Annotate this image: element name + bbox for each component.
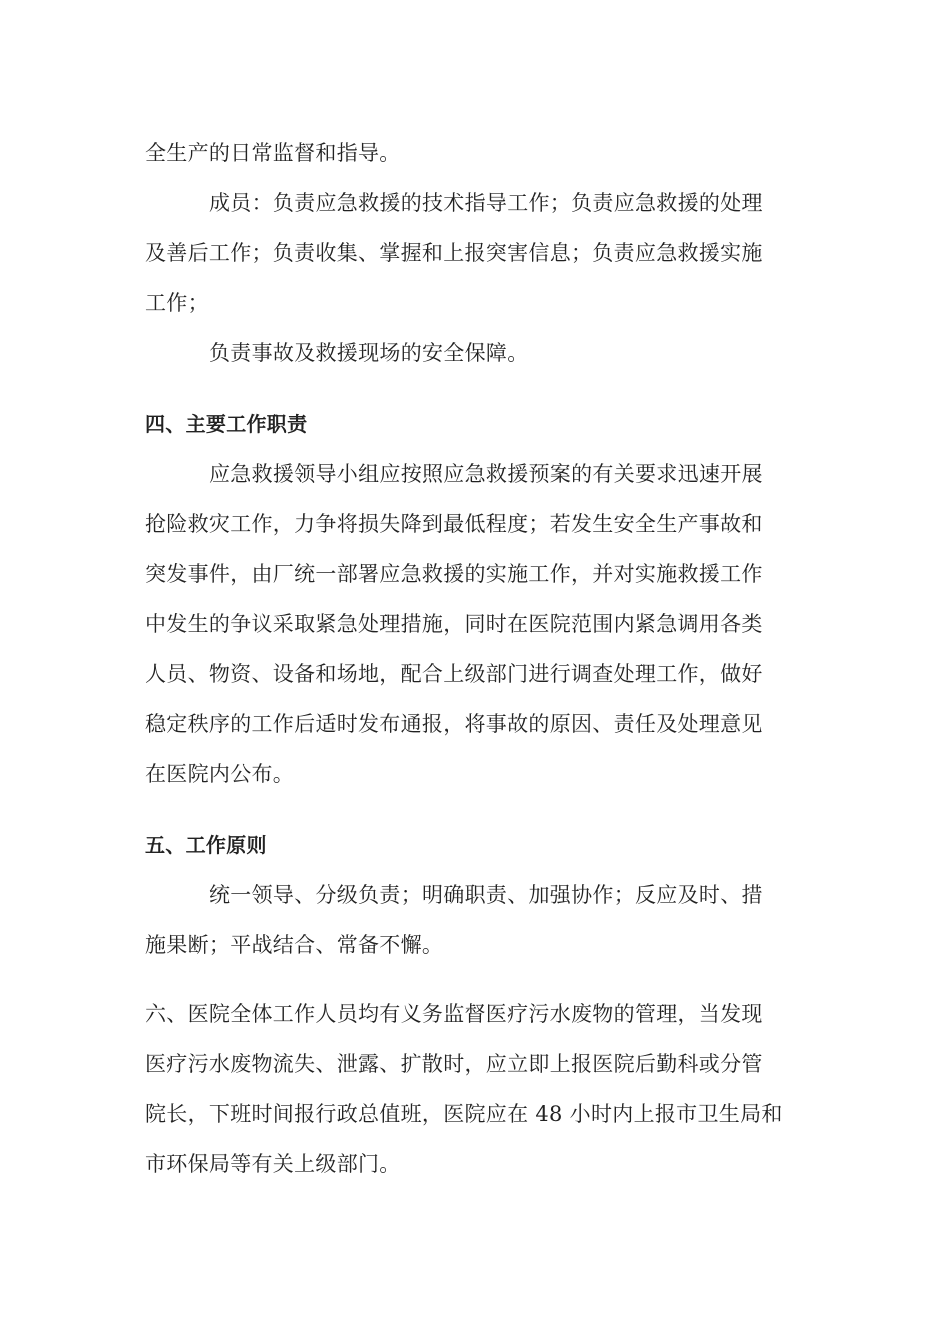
section5-paragraph-line: 统一领导、分级负责；明确职责、加强协作；反应及时、措: [209, 883, 763, 907]
members-paragraph-line: 及善后工作；负责收集、掌握和上报突害信息；负责应急救援实施: [145, 241, 763, 265]
section4-paragraph-line: 应急救援领导小组应按照应急救援预案的有关要求迅速开展: [209, 462, 763, 486]
paragraph-line: 全生产的日常监督和指导。: [145, 141, 401, 165]
section4-paragraph-line: 抢险救灾工作，力争将损失降到最低程度；若发生安全生产事故和: [145, 512, 763, 536]
section4-paragraph-line: 人员、物资、设备和场地，配合上级部门进行调查处理工作，做好: [145, 662, 763, 686]
section6-paragraph-line: 医疗污水废物流失、泄露、扩散时，应立即上报医院后勤科或分管: [145, 1052, 763, 1076]
document-page: [145, 128, 805, 1189]
section4-paragraph-line: 在医院内公布。: [145, 762, 295, 786]
section4-paragraph-line: 中发生的争议采取紧急处理措施，同时在医院范围内紧急调用各类: [145, 612, 763, 636]
members-paragraph-line: 工作；: [145, 291, 209, 315]
section4-paragraph-line: 突发事件，由厂统一部署应急救援的实施工作，并对实施救援工作: [145, 562, 763, 586]
section4-paragraph-line: 稳定秩序的工作后适时发布通报，将事故的原因、责任及处理意见: [145, 712, 763, 736]
section-heading-4: 四、主要工作职责: [145, 412, 308, 436]
section6-paragraph-line: 六、医院全体工作人员均有义务监督医疗污水废物的管理，当发现: [145, 1002, 763, 1026]
section5-paragraph-line: 施果断；平战结合、常备不懈。: [145, 933, 444, 957]
members-paragraph-line: 成员：负责应急救援的技术指导工作；负责应急救援的处理: [209, 191, 763, 215]
section-heading-5: 五、工作原则: [145, 833, 267, 857]
section6-paragraph-line: 院长，下班时间报行政总值班，医院应在 48 小时内上报市卫生局和: [145, 1102, 783, 1126]
safety-paragraph-line: 负责事故及救援现场的安全保障。: [209, 341, 529, 365]
section6-paragraph-line: 市环保局等有关上级部门。: [145, 1152, 401, 1176]
